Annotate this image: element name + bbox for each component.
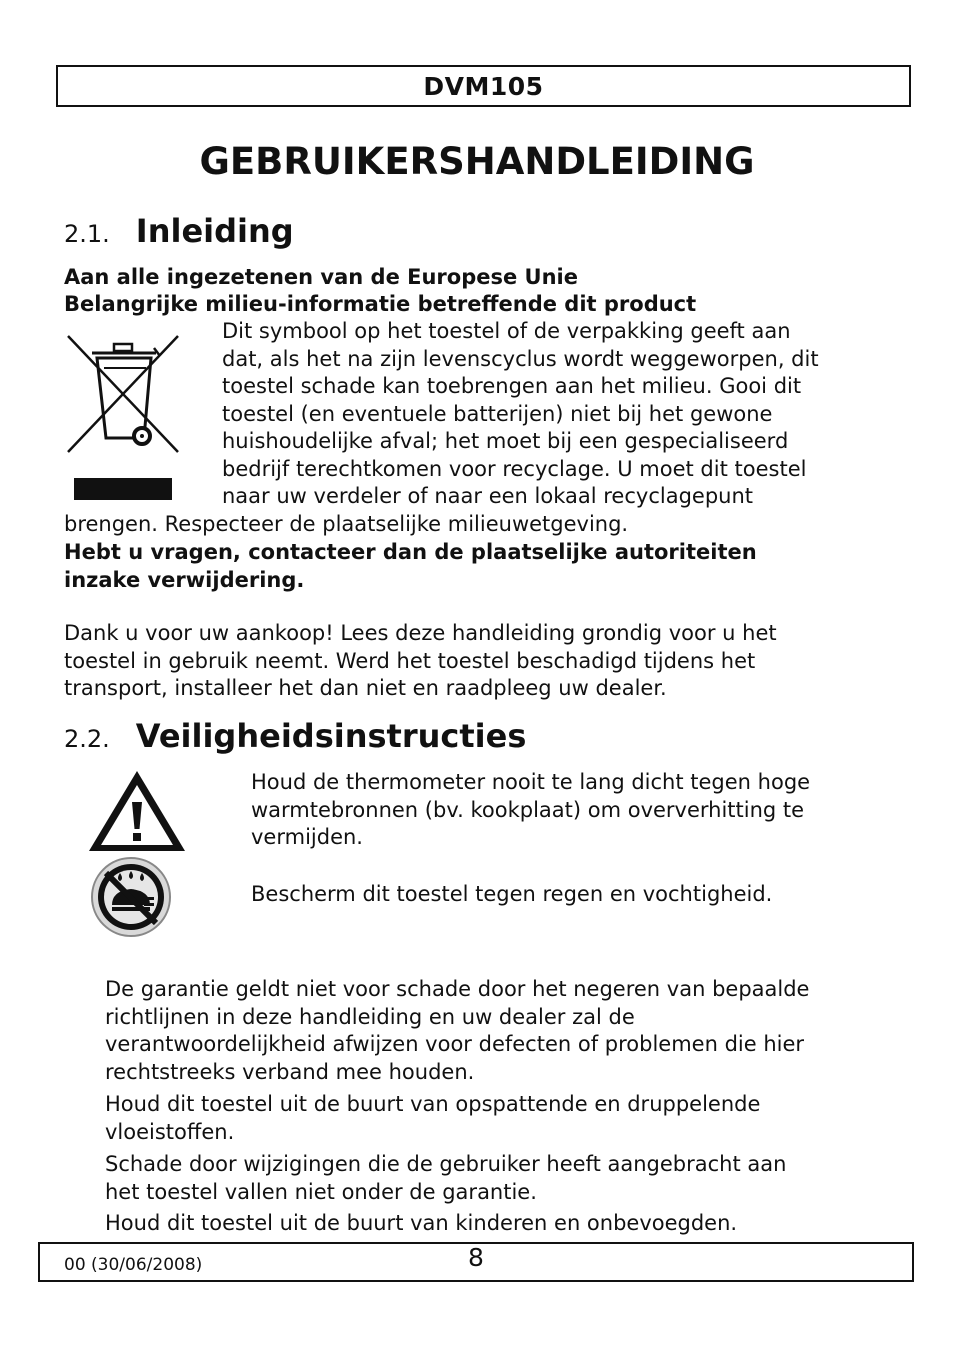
weee-line: dat, als het na zijn levenscyclus wordt weggeworpen, dit bbox=[222, 346, 819, 371]
weee-last-line: brengen. Respecteer de plaatselijke milieuwetgeving. bbox=[64, 512, 629, 536]
section-number: 2.1. bbox=[64, 220, 110, 248]
paragraph-line: het toestel vallen niet onder de garantie. bbox=[105, 1179, 537, 1204]
paragraph-line: Schade door wijzigingen die de gebruiker heeft aangebracht aan bbox=[105, 1152, 787, 1176]
paragraph-line: De garantie geldt niet voor schade door het negeren van bepaalde bbox=[105, 977, 810, 1001]
children-paragraph bbox=[105, 1210, 737, 1238]
model-name: DVM105 bbox=[423, 71, 544, 101]
liquids-paragraph bbox=[105, 1091, 760, 1146]
eu-residents-line: Aan alle ingezetenen van de Europese Unie bbox=[64, 265, 578, 289]
warning-triangle-icon bbox=[86, 768, 188, 854]
warning-line: vermijden. bbox=[251, 825, 363, 849]
warranty-paragraph bbox=[105, 976, 809, 1086]
warning-line: Houd de thermometer nooit te lang dicht tegen hoge bbox=[251, 770, 811, 794]
weee-line: naar uw verdeler of naar een lokaal recyclagepunt bbox=[222, 484, 754, 508]
footer-version: 00 (30/06/2008) bbox=[64, 1255, 203, 1275]
weee-line: huishoudelijke afval; het moet bij een gespecialiseerd bbox=[222, 429, 789, 453]
page-number: 8 bbox=[468, 1243, 484, 1272]
no-moisture-icon bbox=[88, 855, 174, 939]
paragraph-line: richtlijnen in deze handleiding en uw dealer zal de bbox=[105, 1004, 635, 1029]
thanks-line: toestel in gebruik neemt. Werd het toestel beschadigd tijdens het bbox=[64, 648, 756, 673]
paragraph-line: vloeistoffen. bbox=[105, 1119, 235, 1144]
paragraph-line: verantwoordelijkheid afwijzen voor defecten of problemen die hier bbox=[105, 1032, 805, 1056]
weee-text-block bbox=[222, 318, 819, 511]
section-heading-safety bbox=[64, 717, 526, 755]
weee-crossed-bin-icon bbox=[62, 328, 182, 503]
thanks-line: Dank u voor uw aankoop! Lees deze handleiding grondig voor u het bbox=[64, 621, 777, 645]
header-box bbox=[56, 65, 911, 107]
section-title: Veiligheidsinstructies bbox=[135, 717, 527, 755]
paragraph-line: rechtstreeks verband mee houden. bbox=[105, 1059, 475, 1084]
document-title: GEBRUIKERSHANDLEIDING bbox=[199, 140, 755, 183]
paragraph-line: Houd dit toestel uit de buurt van opspattende en druppelende bbox=[105, 1092, 761, 1116]
section-title: Inleiding bbox=[135, 212, 294, 250]
heat-warning-text bbox=[251, 769, 810, 852]
thanks-line: transport, installeer het dan niet en raadpleeg uw dealer. bbox=[64, 676, 667, 700]
questions-line: inzake verwijdering. bbox=[64, 568, 305, 592]
section-heading-intro bbox=[64, 212, 294, 250]
questions-line: Hebt u vragen, contacteer dan de plaatselijke autoriteiten bbox=[64, 540, 757, 564]
weee-line: Dit symbool op het toestel of de verpakking geeft aan bbox=[222, 319, 791, 343]
paragraph-line: Houd dit toestel uit de buurt van kinderen en onbevoegden. bbox=[105, 1211, 738, 1235]
weee-line: toestel schade kan toebrengen aan het milieu. Gooi dit bbox=[222, 374, 802, 398]
weee-line: bedrijf terechtkomen voor recyclage. U moet dit toestel bbox=[222, 456, 807, 481]
warning-line: warmtebronnen (bv. kookplaat) om oververhitting te bbox=[251, 797, 805, 822]
modifications-paragraph bbox=[105, 1151, 786, 1206]
environment-info-line: Belangrijke milieu-informatie betreffende dit product bbox=[64, 292, 697, 316]
section-number: 2.2. bbox=[64, 725, 110, 753]
thanks-paragraph bbox=[64, 620, 777, 703]
moisture-warning-text: Bescherm dit toestel tegen regen en vochtigheid. bbox=[251, 882, 773, 906]
weee-line: toestel (en eventuele batterijen) niet bij het gewone bbox=[222, 401, 773, 426]
